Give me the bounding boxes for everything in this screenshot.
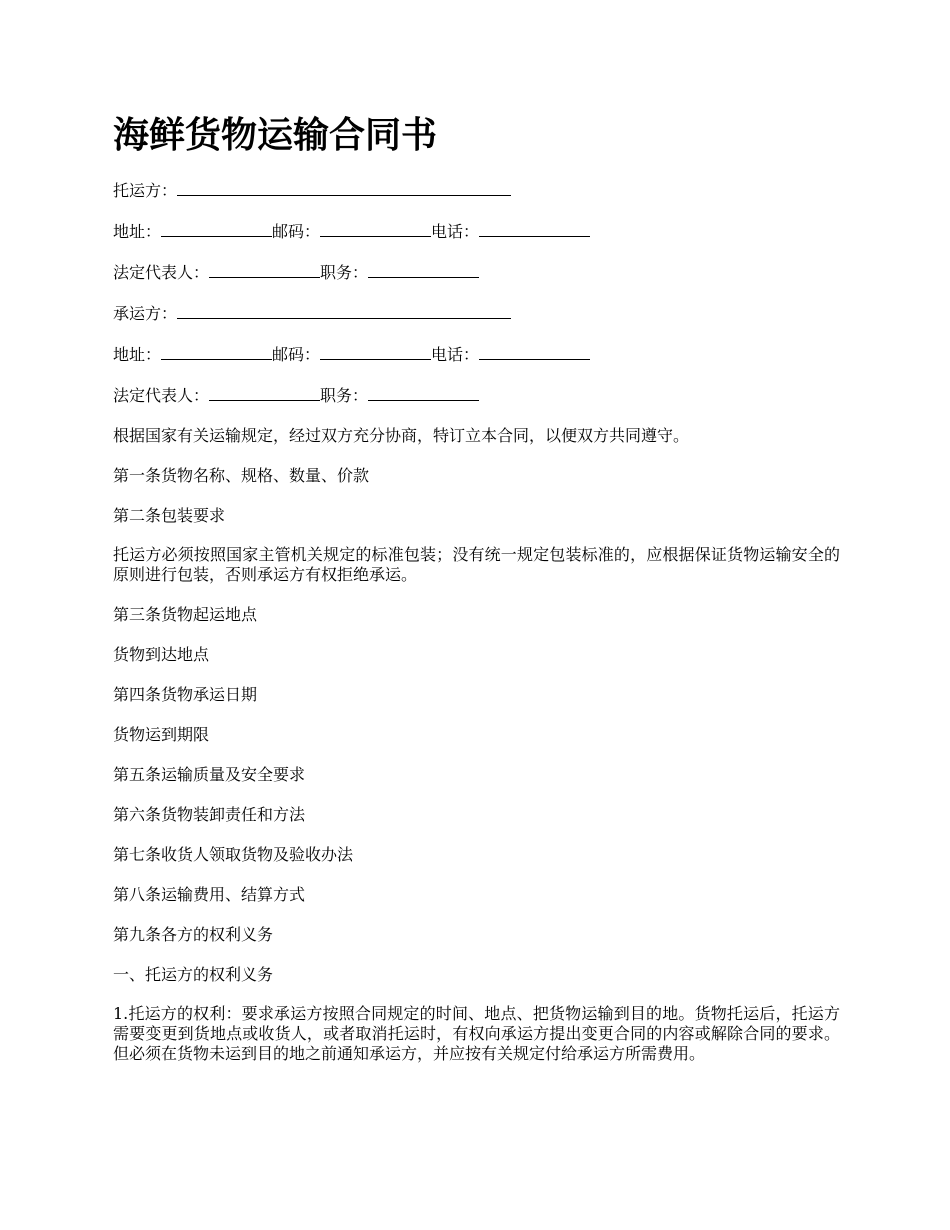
shipper-name-label: 托运方： xyxy=(113,181,178,200)
preamble: 根据国家有关运输规定，经过双方充分协商，特订立本合同，以便双方共同遵守。 xyxy=(113,426,690,445)
article-1-heading: 第一条货物名称、规格、数量、价款 xyxy=(113,466,370,485)
carrier-name-blank[interactable] xyxy=(177,302,511,319)
section-1-heading: 一、托运方的权利义务 xyxy=(113,965,274,984)
carrier-address-blank[interactable] xyxy=(161,343,272,360)
contract-page xyxy=(113,112,840,1083)
shipper-rep-line xyxy=(113,261,840,283)
article-4-subheading: 货物运到期限 xyxy=(113,725,210,744)
carrier-legal-rep-blank[interactable] xyxy=(209,384,320,401)
shipper-phone-blank[interactable] xyxy=(479,220,590,237)
carrier-postcode-blank[interactable] xyxy=(320,343,431,360)
article-2-text: 托运方必须按照国家主管机关规定的标准包装；没有统一规定包装标准的，应根据保证货物运输安全的原则进行包装，否则承运方有权拒绝承运。 xyxy=(113,545,840,584)
carrier-contact-line xyxy=(113,343,840,365)
carrier-position-label: 职务： xyxy=(320,386,369,405)
document-title: 海鲜货物运输合同书 xyxy=(113,115,438,156)
shipper-contact-line xyxy=(113,220,840,242)
shipper-postcode-blank[interactable] xyxy=(320,220,431,237)
carrier-rep-line xyxy=(113,384,840,406)
shipper-name-line xyxy=(113,179,840,201)
shipper-position-label: 职务： xyxy=(320,263,369,282)
article-5-heading: 第五条运输质量及安全要求 xyxy=(113,765,306,784)
carrier-postcode-label: 邮码： xyxy=(272,345,321,364)
carrier-phone-label: 电话： xyxy=(431,345,480,364)
shipper-position-blank[interactable] xyxy=(368,261,479,278)
carrier-phone-blank[interactable] xyxy=(479,343,590,360)
clause-1-text: 1.托运方的权利：要求承运方按照合同规定的时间、地点、把货物运输到目的地。货物托运后，托运方需要变更到货地点或收货人，或者取消托运时，有权向承运方提出变更合同的内容或解除合同的要求。但必须在货物未运到目的地之前通知承运方，并应按有关规定付给承运方所需费用。 xyxy=(113,1004,840,1063)
shipper-legal-rep-label: 法定代表人： xyxy=(113,263,210,282)
article-3-heading: 第三条货物起运地点 xyxy=(113,605,258,624)
shipper-phone-label: 电话： xyxy=(431,222,480,241)
article-6-heading: 第六条货物装卸责任和方法 xyxy=(113,805,306,824)
carrier-position-blank[interactable] xyxy=(368,384,479,401)
article-7-heading: 第七条收货人领取货物及验收办法 xyxy=(113,845,354,864)
article-9-heading: 第九条各方的权利义务 xyxy=(113,925,274,944)
article-3-subheading: 货物到达地点 xyxy=(113,645,210,664)
shipper-address-label: 地址： xyxy=(113,222,162,241)
carrier-legal-rep-label: 法定代表人： xyxy=(113,386,210,405)
carrier-name-line xyxy=(113,302,840,324)
carrier-address-label: 地址： xyxy=(113,345,162,364)
article-2-heading: 第二条包装要求 xyxy=(113,506,226,525)
shipper-postcode-label: 邮码： xyxy=(272,222,321,241)
article-8-heading: 第八条运输费用、结算方式 xyxy=(113,885,306,904)
shipper-name-blank[interactable] xyxy=(177,179,511,196)
carrier-name-label: 承运方： xyxy=(113,304,178,323)
article-4-heading: 第四条货物承运日期 xyxy=(113,685,258,704)
shipper-address-blank[interactable] xyxy=(161,220,272,237)
shipper-legal-rep-blank[interactable] xyxy=(209,261,320,278)
